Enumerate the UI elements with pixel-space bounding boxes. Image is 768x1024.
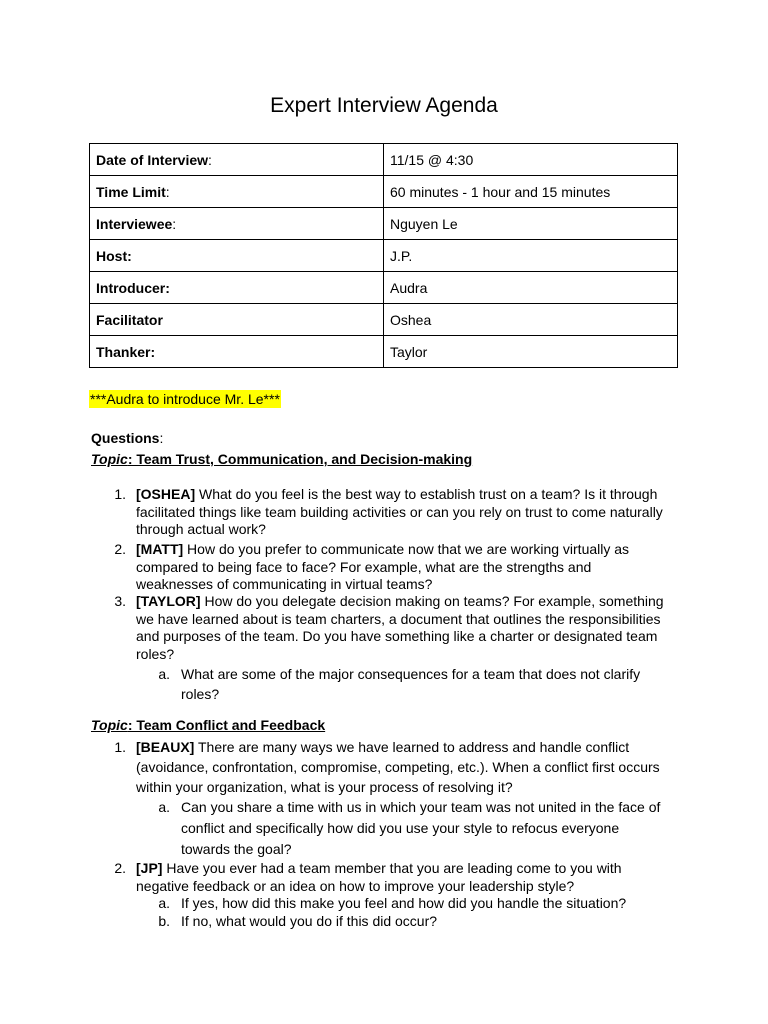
- info-label: Date of Interview:: [90, 144, 384, 176]
- info-value: Nguyen Le: [384, 208, 678, 240]
- info-label: Time Limit:: [90, 176, 384, 208]
- list-item: 3. [TAYLOR] How do you delegate decision making on teams? For example, something we have learned about is team charters, a document that outlines the responsibilities and purposes of the team. Do you have something like a charter or designated team roles?: [114, 593, 664, 662]
- list-item: b. If no, what would you do if this did occur?: [158, 913, 438, 929]
- info-label: Thanker:: [90, 336, 384, 368]
- info-label: Host:: [90, 240, 384, 272]
- info-value: 11/15 @ 4:30: [384, 144, 678, 176]
- info-value: Oshea: [384, 304, 678, 336]
- list-item: a. If yes, how did this make you feel and how did you handle the situation?: [158, 895, 627, 911]
- topic-heading-1: Topic: Team Trust, Communication, and Decision-making: [91, 451, 473, 467]
- info-value: Audra: [384, 272, 678, 304]
- info-value: Taylor: [384, 336, 678, 368]
- table-row: [90, 272, 678, 304]
- list-item: 2. [MATT] How do you prefer to communicate now that we are working virtually as compared to being face to face? For example, what are the strengths and weaknesses of communicating in virtual teams?: [114, 541, 630, 592]
- table-row: [90, 144, 678, 176]
- info-label: Facilitator: [90, 304, 384, 336]
- info-value: J.P.: [384, 240, 678, 272]
- table-row: [90, 176, 678, 208]
- info-value: 60 minutes - 1 hour and 15 minutes: [384, 176, 678, 208]
- highlighted-note: ***Audra to introduce Mr. Le***: [90, 391, 280, 407]
- table-row: [90, 336, 678, 368]
- list-item: 1. [BEAUX] There are many ways we have learned to address and handle conflict (avoidance, confrontation, compromise, competing, etc.). When a conflict first occurs within your organization, what is your process of resolving it?: [114, 739, 660, 795]
- table-row: [90, 240, 678, 272]
- table-row: [90, 304, 678, 336]
- table-row: [90, 208, 678, 240]
- info-label: Introducer:: [90, 272, 384, 304]
- questions-heading: Questions:: [91, 430, 164, 446]
- list-item: 2. [JP] Have you ever had a team member that you are leading come to you with negative feedback or an idea on how to improve your leadership style?: [114, 860, 622, 894]
- document-title: Expert Interview Agenda: [270, 94, 498, 117]
- topic-heading-2: Topic: Team Conflict and Feedback: [91, 717, 326, 733]
- interview-info-table: [89, 143, 678, 368]
- list-item: a. Can you share a time with us in which your team was not united in the face of conflict and specifically how did you use your style to refocus everyone towards the goal?: [158, 799, 661, 857]
- list-item: 1. [OSHEA] What do you feel is the best way to establish trust on a team? Is it through facilitated things like team building activities or can you rely on trust to come naturally through actual work?: [114, 486, 663, 537]
- info-label: Interviewee:: [90, 208, 384, 240]
- list-item: a. What are some of the major consequences for a team that does not clarify roles?: [158, 666, 641, 702]
